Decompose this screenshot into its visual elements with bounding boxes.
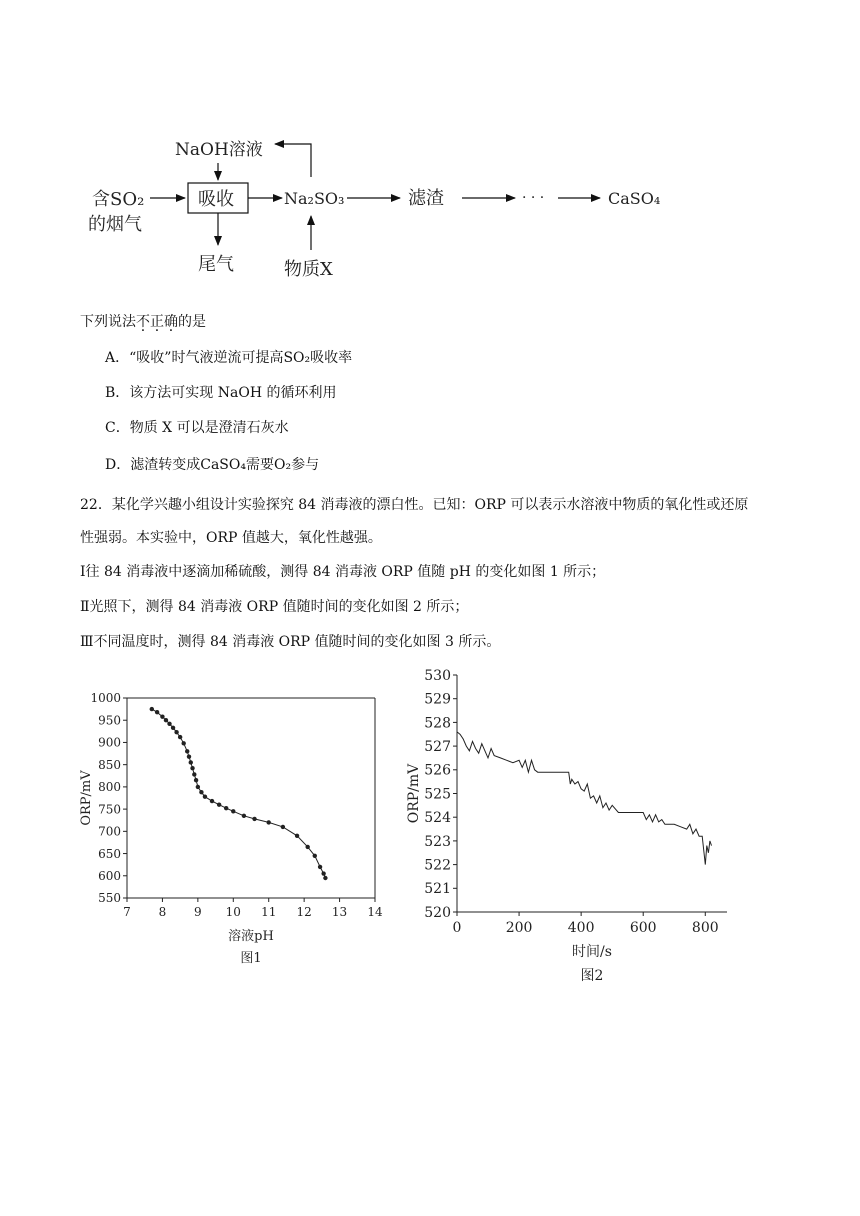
y-tick-label: 600	[98, 868, 121, 883]
figure-2-chart	[400, 660, 740, 990]
data-point	[190, 766, 194, 770]
y-tick-label: 521	[424, 881, 451, 898]
data-point	[187, 754, 191, 758]
q21-stem-emph-que: 确	[164, 314, 178, 330]
y-axis-label: ORP/mV	[406, 763, 422, 824]
recycle-arrow	[275, 144, 311, 177]
x-tick-label: 600	[629, 920, 657, 936]
x-tick-label: 200	[505, 920, 533, 936]
data-point	[242, 814, 246, 818]
data-point	[160, 714, 164, 718]
y-tick-label: 527	[424, 739, 451, 755]
q21-stem-emph-zheng: 正	[150, 314, 164, 330]
q22-line2: 性强弱。本实验中，ORP 值越大，氧化性越强。	[80, 530, 382, 546]
process-flow-diagram	[70, 120, 710, 290]
y-tick-label: 750	[98, 802, 121, 817]
q22-item2: Ⅱ光照下，测得 84 消毒液 ORP 值随时间的变化如图 2 所示；	[80, 599, 469, 615]
data-point	[318, 865, 322, 869]
x-tick-label: 13	[331, 905, 348, 919]
data-point	[210, 799, 214, 803]
y-tick-label: 528	[424, 715, 451, 732]
option-b-letter: B．	[105, 385, 130, 401]
option-c-text: 物质 X 可以是澄清石灰水	[129, 420, 289, 436]
input-gas-line2: 的烟气	[88, 214, 142, 235]
naoh-solution-label: NaOH溶液	[175, 140, 263, 160]
q21-stem-emph-bu: 不	[136, 314, 150, 330]
y-tick-label: 525	[424, 786, 451, 803]
option-a-letter: A．	[105, 350, 130, 366]
data-point	[194, 778, 198, 782]
data-point	[313, 854, 317, 858]
option-b-text: 该方法可实现 NaOH 的循环利用	[129, 385, 337, 401]
q22-item1: Ⅰ往 84 消毒液中逐滴加稀硫酸，测得 84 消毒液 ORP 值随 pH 的变化如图 1 所示；	[80, 564, 606, 580]
y-tick-label: 520	[424, 904, 451, 921]
q22-item3: Ⅲ不同温度时，测得 84 消毒液 ORP 值随时间的变化如图 3 所示。	[80, 634, 501, 650]
data-point	[164, 718, 168, 722]
x-tick-label: 9	[194, 905, 202, 919]
figure-caption: 图2	[580, 968, 604, 984]
x-tick-label: 10	[225, 905, 241, 919]
y-tick-label: 524	[424, 810, 451, 827]
data-point	[252, 817, 256, 821]
residue-label: 滤渣	[408, 188, 444, 209]
data-point	[203, 794, 207, 798]
data-point	[323, 876, 327, 880]
option-a	[105, 348, 352, 368]
y-tick-label: 800	[98, 780, 121, 795]
y-tick-label: 700	[98, 824, 121, 839]
option-b	[105, 383, 336, 403]
data-point	[231, 809, 235, 813]
option-d	[105, 455, 319, 475]
x-tick-label: 12	[296, 905, 312, 919]
absorb-label: 吸收	[198, 189, 234, 210]
data-point	[178, 735, 182, 739]
y-tick-label: 523	[424, 833, 451, 850]
y-axis-label: ORP/mV	[79, 770, 94, 826]
data-point	[155, 710, 159, 714]
data-point	[224, 806, 228, 810]
x-tick-label: 0	[452, 920, 462, 936]
x-tick-label: 400	[567, 920, 595, 936]
option-c	[105, 418, 289, 438]
y-tick-label: 950	[98, 713, 121, 728]
series-line	[152, 709, 326, 878]
data-point	[174, 730, 178, 734]
input-gas-line1: 含SO₂	[92, 189, 145, 210]
q21-stem	[80, 312, 206, 332]
option-d-letter: D．	[105, 457, 131, 473]
data-point	[217, 802, 221, 806]
data-point	[281, 825, 285, 829]
data-point	[321, 871, 325, 875]
y-tick-label: 530	[424, 667, 451, 684]
final-product-label: CaSO₄	[608, 189, 661, 208]
q21-stem-pre: 下列说法	[80, 314, 136, 330]
x-tick-label: 800	[691, 920, 719, 936]
data-point	[150, 707, 154, 711]
q21-stem-post: 的是	[178, 314, 206, 330]
figure-1-chart	[70, 680, 400, 970]
data-point	[167, 722, 171, 726]
y-tick-label: 1000	[90, 691, 121, 706]
option-a-text: “吸收”时气液逆流可提高SO₂吸收率	[129, 350, 353, 366]
data-point	[189, 760, 193, 764]
y-tick-label: 526	[424, 762, 451, 779]
option-c-letter: C．	[105, 420, 130, 436]
tail-gas-label: 尾气	[198, 254, 234, 275]
x-tick-label: 8	[158, 905, 167, 919]
series-line	[457, 732, 712, 865]
y-tick-label: 529	[424, 691, 451, 708]
data-point	[185, 749, 189, 753]
x-tick-label: 7	[123, 905, 131, 919]
y-tick-label: 850	[98, 757, 121, 772]
data-point	[267, 820, 271, 824]
substance-x-label: 物质X	[284, 259, 333, 280]
x-axis-label: 溶液pH	[228, 929, 274, 944]
data-point	[196, 785, 200, 789]
product-label: Na₂SO₃	[284, 189, 345, 208]
figure-caption: 图1	[240, 951, 262, 966]
ellipsis: · · ·	[522, 190, 545, 206]
y-tick-label: 900	[98, 735, 121, 750]
q22-line1: 22．某化学兴趣小组设计实验探究 84 消毒液的漂白性。已知：ORP 可以表示水溶液中物质的氧化性或还原	[80, 497, 749, 513]
data-point	[181, 741, 185, 745]
data-point	[171, 726, 175, 730]
x-axis-label: 时间/s	[572, 944, 612, 960]
data-point	[192, 772, 196, 776]
option-d-text: 滤渣转变成CaSO₄需要O₂参与	[130, 457, 320, 473]
y-tick-label: 550	[98, 891, 121, 906]
x-tick-label: 14	[367, 905, 383, 919]
data-point	[305, 845, 309, 849]
y-tick-label: 650	[98, 846, 121, 861]
data-point	[199, 790, 203, 794]
data-point	[295, 834, 299, 838]
y-tick-label: 522	[424, 857, 451, 874]
x-tick-label: 11	[261, 905, 277, 919]
